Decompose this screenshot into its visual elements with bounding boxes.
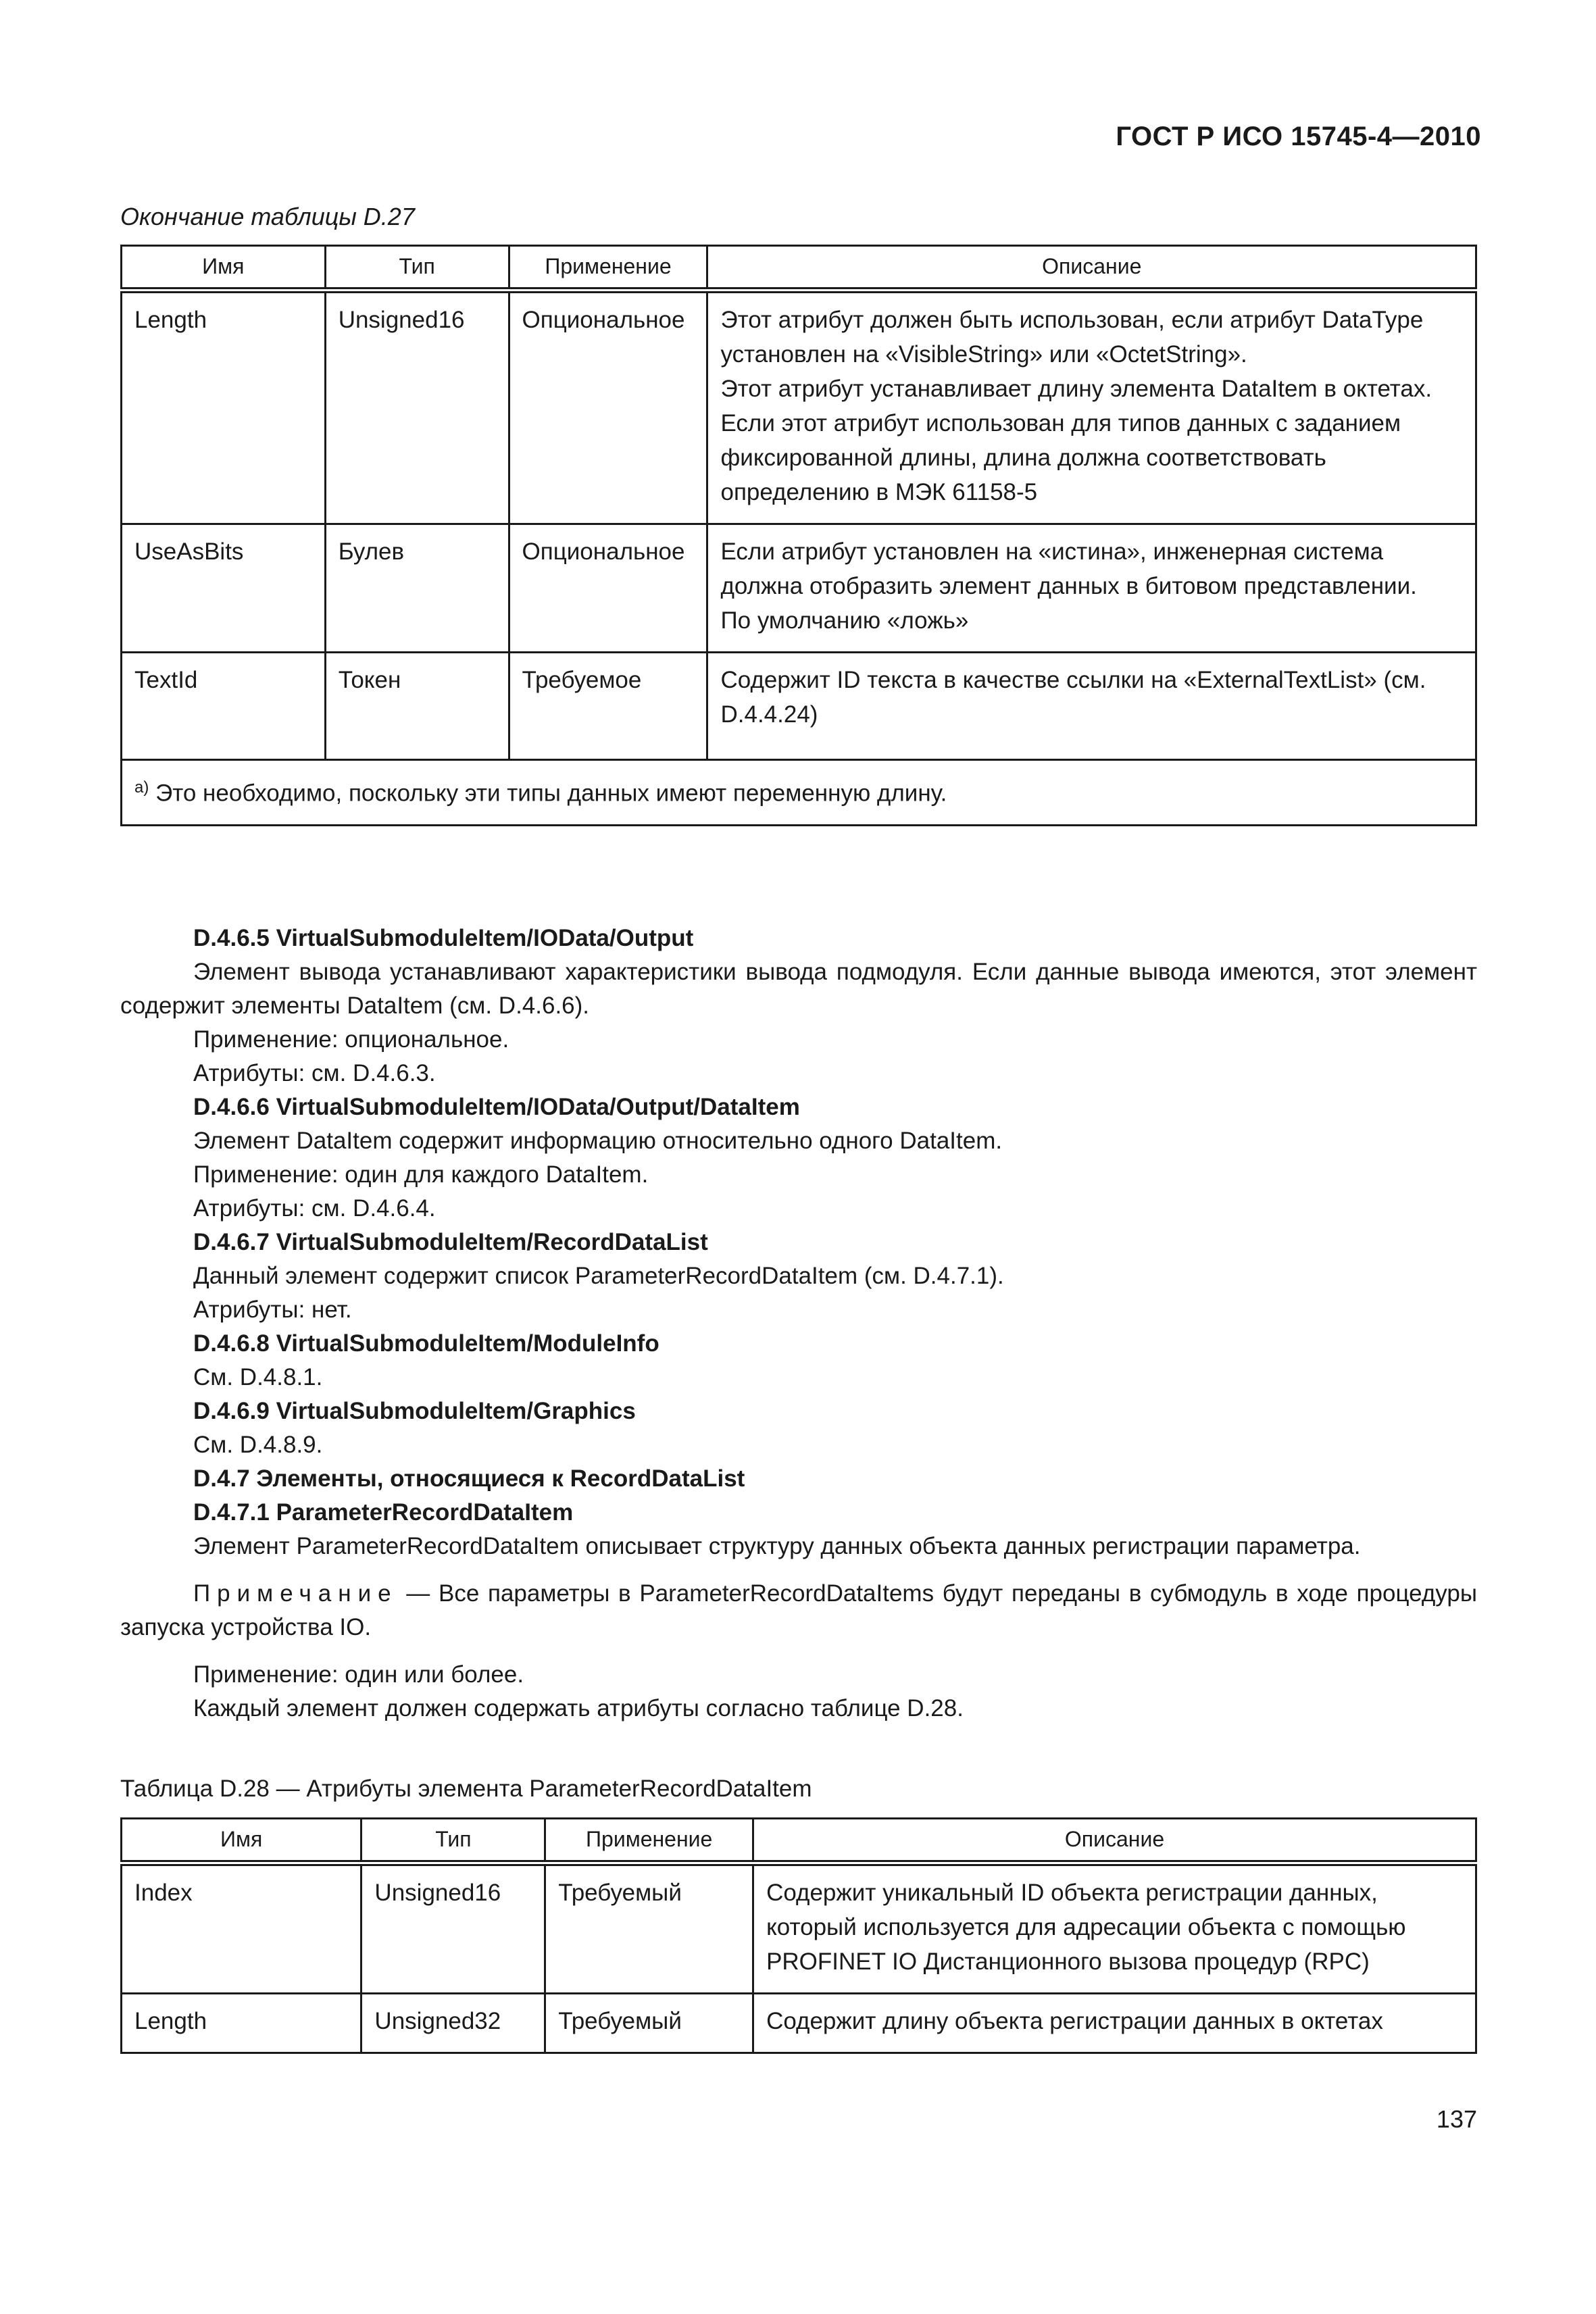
table-row bbox=[122, 291, 1476, 524]
column-header-usage: Применение bbox=[545, 1819, 753, 1863]
paragraph: Элемент вывода устанавливают характеристики вывода подмодуля. Если данные вывода имеются, этот элемент содержит элементы DataItem (см. D.4.6.6). bbox=[120, 959, 1477, 1019]
cell-description bbox=[707, 524, 1476, 653]
note-label: Примечание bbox=[193, 1580, 398, 1607]
table-continuation-caption: Окончание таблицы D.27 bbox=[120, 203, 415, 230]
paragraph: См. D.4.8.9. bbox=[193, 1432, 323, 1458]
cell-type: Булев bbox=[325, 524, 509, 653]
paragraph: Данный элемент содержит список ParameterRecordDataItem (см. D.4.7.1). bbox=[193, 1263, 1004, 1289]
column-header-type: Тип bbox=[361, 1819, 545, 1863]
note-text: — Все параметры в ParameterRecordDataItems будут переданы в субмодуль в ходе процедуры запуска устройства IO. bbox=[120, 1580, 1477, 1640]
paragraph: Атрибуты: см. D.4.6.3. bbox=[193, 1060, 436, 1086]
footnote-marker: a) bbox=[134, 778, 149, 797]
description-line: Если атрибут установлен на «истина», инженерная система должна отобразить элемент данных в битовом представлении. bbox=[720, 538, 1417, 599]
body-text bbox=[120, 922, 1477, 1726]
note-paragraph bbox=[120, 1577, 1477, 1644]
standard-header: ГОСТ Р ИСО 15745-4—2010 bbox=[1116, 122, 1481, 151]
cell-type: Unsigned16 bbox=[361, 1863, 545, 1994]
table-footnote bbox=[122, 760, 1476, 826]
column-header-name: Имя bbox=[122, 246, 326, 291]
column-header-name: Имя bbox=[122, 1819, 361, 1863]
table-footnote-row bbox=[122, 760, 1476, 826]
page-number: 137 bbox=[1436, 2105, 1477, 2133]
column-header-description: Описание bbox=[753, 1819, 1476, 1863]
description-line: Этот атрибут должен быть использован, если атрибут DataType установлен на «VisibleString» или «OctetString». bbox=[720, 307, 1424, 368]
section-heading: D.4.7.1 ParameterRecordDataItem bbox=[193, 1499, 574, 1526]
cell-description bbox=[707, 291, 1476, 524]
cell-description: Содержит длину объекта регистрации данных в октетах bbox=[753, 1994, 1476, 2053]
section-heading: D.4.6.7 VirtualSubmoduleItem/RecordDataList bbox=[193, 1229, 708, 1255]
description-line: Содержит ID текста в качестве ссылки на «ExternalTextList» (см. D.4.4.24) bbox=[720, 667, 1426, 728]
column-header-usage: Применение bbox=[509, 246, 707, 291]
table-d27-end bbox=[120, 245, 1477, 826]
column-header-type: Тип bbox=[325, 246, 509, 291]
cell-usage: Требуемый bbox=[545, 1863, 753, 1994]
cell-type: Токен bbox=[325, 653, 509, 760]
cell-usage: Требуемое bbox=[509, 653, 707, 760]
cell-description: Содержит уникальный ID объекта регистрации данных, который используется для адресации объекта с помощью PROFINET IO Дистанционного вызова процедур (RPC) bbox=[753, 1863, 1476, 1994]
description-line: По умолчанию «ложь» bbox=[720, 607, 969, 634]
paragraph: Атрибуты: нет. bbox=[193, 1297, 352, 1323]
paragraph: Атрибуты: см. D.4.6.4. bbox=[193, 1195, 436, 1222]
cell-usage: Опциональное bbox=[509, 524, 707, 653]
paragraph: Применение: один или более. bbox=[193, 1661, 524, 1688]
section-heading: D.4.6.9 VirtualSubmoduleItem/Graphics bbox=[193, 1398, 636, 1424]
cell-usage: Опциональное bbox=[509, 291, 707, 524]
paragraph: Применение: опциональное. bbox=[193, 1026, 509, 1053]
section-heading: D.4.6.5 VirtualSubmoduleItem/IOData/Output bbox=[193, 925, 694, 951]
cell-type: Unsigned16 bbox=[325, 291, 509, 524]
cell-name: Length bbox=[122, 1994, 361, 2053]
cell-type: Unsigned32 bbox=[361, 1994, 545, 2053]
cell-name: Length bbox=[122, 291, 326, 524]
table-row bbox=[122, 1994, 1476, 2053]
cell-name: Index bbox=[122, 1863, 361, 1994]
cell-name: TextId bbox=[122, 653, 326, 760]
description-line: Если этот атрибут использован для типов данных с заданием фиксированной длины, длина должна соответствовать определению в МЭК 61158-5 bbox=[720, 410, 1401, 505]
cell-description bbox=[707, 653, 1476, 760]
paragraph: Элемент DataItem содержит информацию относительно одного DataItem. bbox=[193, 1128, 1003, 1154]
table-row bbox=[122, 653, 1476, 760]
paragraph: Каждый элемент должен содержать атрибуты согласно таблице D.28. bbox=[193, 1695, 964, 1721]
table-d28-caption: Таблица D.28 — Атрибуты элемента ParameterRecordDataItem bbox=[120, 1776, 812, 1802]
paragraph: Применение: один для каждого DataItem. bbox=[193, 1161, 649, 1188]
table-d28 bbox=[120, 1817, 1477, 2054]
table-header-row bbox=[122, 246, 1476, 291]
section-heading: D.4.7 Элементы, относящиеся к RecordDataList bbox=[193, 1465, 745, 1492]
table-row bbox=[122, 1863, 1476, 1994]
table-header-row bbox=[122, 1819, 1476, 1863]
footnote-text: Это необходимо, поскольку эти типы данных имеют переменную длину. bbox=[155, 780, 947, 807]
table-row bbox=[122, 524, 1476, 653]
cell-usage: Требуемый bbox=[545, 1994, 753, 2053]
column-header-description: Описание bbox=[707, 246, 1476, 291]
paragraph: См. D.4.8.1. bbox=[193, 1364, 323, 1390]
section-heading: D.4.6.6 VirtualSubmoduleItem/IOData/Output/DataItem bbox=[193, 1094, 800, 1120]
paragraph: Элемент ParameterRecordDataItem описывает структуру данных объекта данных регистрации параметра. bbox=[193, 1533, 1361, 1559]
section-heading: D.4.6.8 VirtualSubmoduleItem/ModuleInfo bbox=[193, 1330, 659, 1357]
cell-name: UseAsBits bbox=[122, 524, 326, 653]
description-line: Этот атрибут устанавливает длину элемента DataItem в октетах. bbox=[720, 376, 1432, 402]
